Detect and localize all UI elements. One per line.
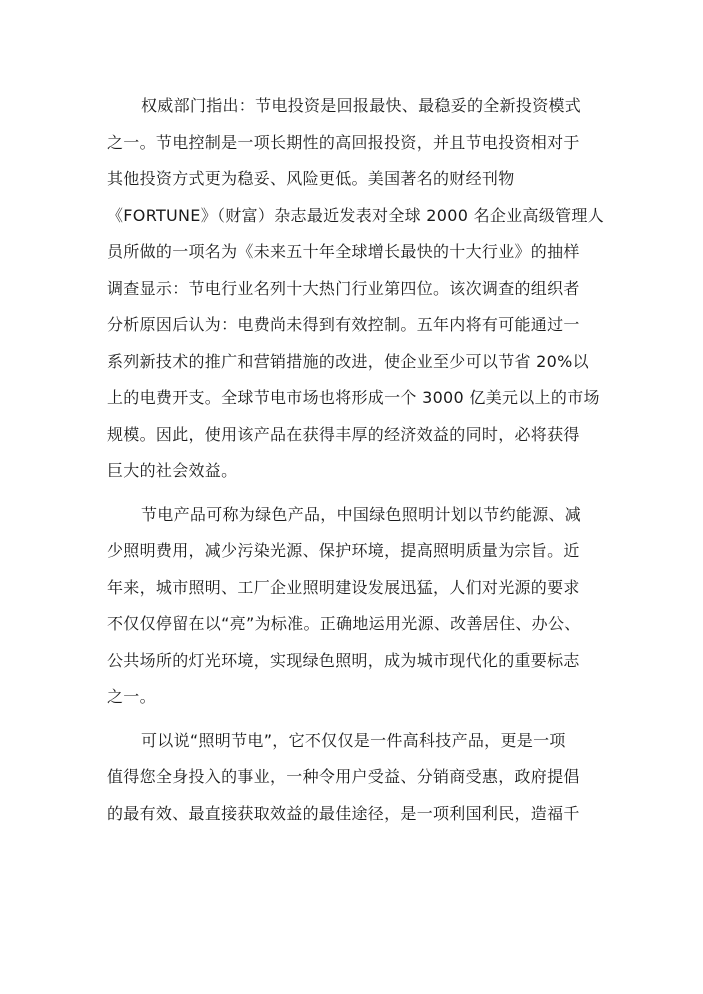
text-line: 巨大的社会效益。	[107, 461, 238, 480]
text-line: 之一。	[107, 687, 156, 706]
paragraph-spacer	[107, 716, 597, 723]
text-line: 之一。节电控制是一项长期性的高回报投资，并且节电投资相对于	[107, 132, 580, 152]
text-line: 年来，城市照明、工厂企业照明建设发展迅猛，人们对光源的要求	[107, 577, 580, 597]
text-line: 节电产品可称为绿色产品，中国绿色照明计划以节约能源、减	[141, 504, 582, 524]
text-line: 其他投资方式更为稳妥、风险更低。美国著名的财经刊物	[107, 169, 515, 188]
text-line: 员所做的一项名为《未来五十年全球增长最快的十大行业》的抽样	[107, 242, 580, 261]
paragraph-spacer	[107, 490, 597, 497]
text-line: 《FORTUNE》（财富）杂志最近发表对全球 2000 名企业高级管理人	[107, 205, 605, 225]
paragraph-3	[107, 723, 597, 833]
text-line: 的最有效、最直接获取效益的最佳途径，是一项利国利民，造福千	[107, 803, 580, 823]
text-line: 可以说“照明节电”，它不仅仅是一件高科技产品，更是一项	[141, 730, 566, 750]
text-line: 公共场所的灯光环境，实现绿色照明，成为城市现代化的重要标志	[107, 650, 580, 670]
text-line: 不仅仅停留在以“亮”为标准。正确地运用光源、改善居住、办公、	[107, 614, 581, 633]
text-line: 上的电费开支。全球节电市场也将形成一个 3000 亿美元以上的市场	[107, 388, 600, 407]
text-line: 分析原因后认为：电费尚未得到有效控制。五年内将有可能通过一	[107, 315, 580, 334]
text-line: 权威部门指出：节电投资是回报最快、最稳妥的全新投资模式	[141, 96, 582, 115]
text-line: 规模。因此，使用该产品在获得丰厚的经济效益的同时，必将获得	[107, 424, 580, 444]
text-line: 调查显示：节电行业名列十大热门行业第四位。该次调查的组织者	[107, 278, 580, 298]
text-line: 少照明费用，减少污染光源、保护环境，提高照明质量为宗旨。近	[107, 541, 580, 560]
paragraph-1	[107, 88, 605, 490]
document-body	[107, 88, 605, 832]
text-line: 系列新技术的推广和营销措施的改进，使企业至少可以节省 20%以	[107, 351, 589, 371]
text-line: 值得您全身投入的事业，一种令用户受益、分销商受惠，政府提倡	[107, 767, 580, 786]
paragraph-2	[107, 497, 597, 716]
